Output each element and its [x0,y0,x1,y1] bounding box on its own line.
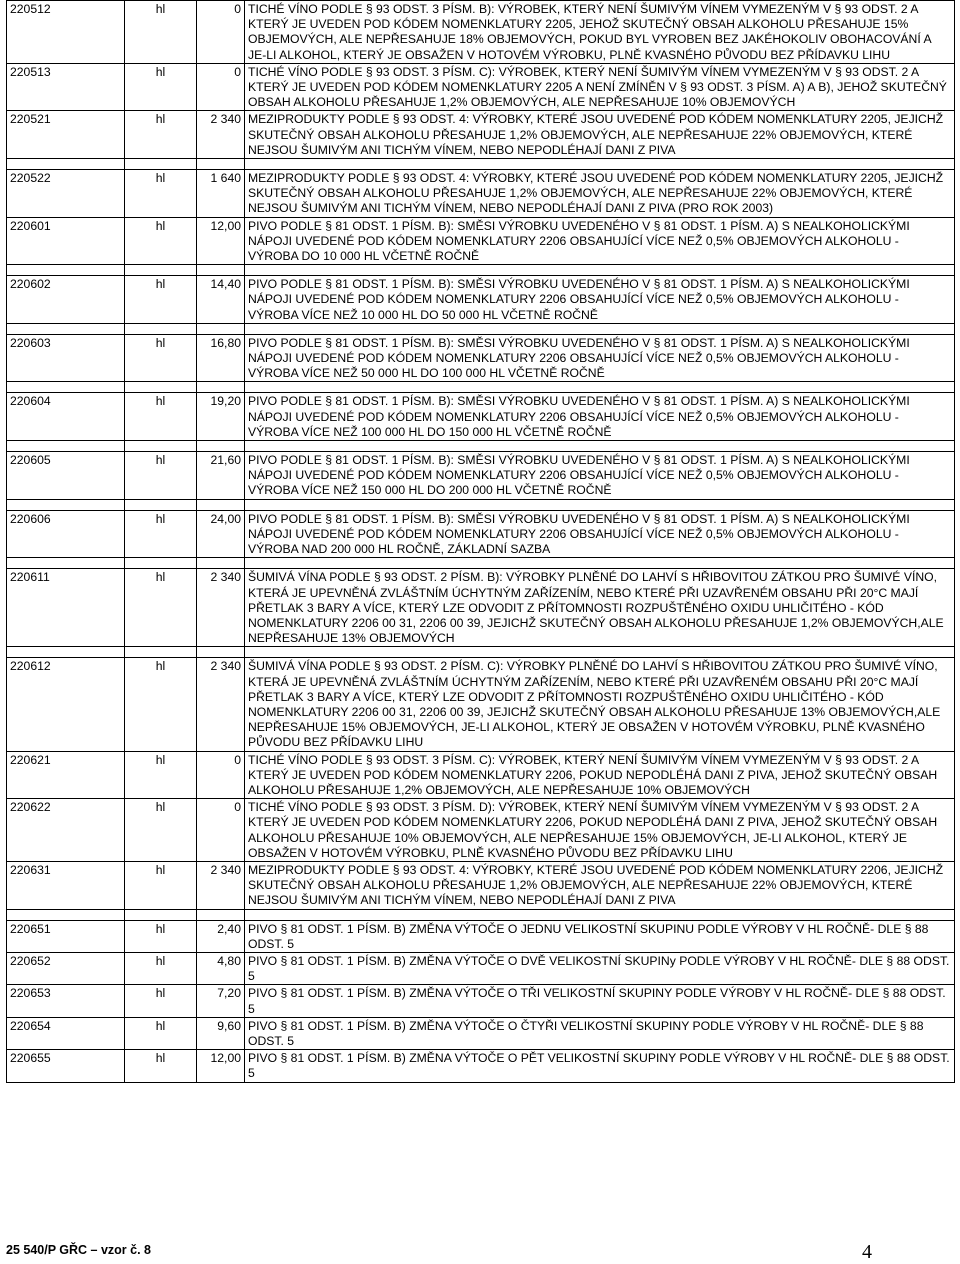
unit-cell: hl [125,920,197,952]
row-spacer [7,265,955,276]
code-cell: 220622 [7,799,125,862]
table-row [7,1050,955,1082]
rate-cell: 12,00 [197,1050,245,1082]
description-cell: TICHÉ VÍNO PODLE § 93 ODST. 3 PÍSM. C): VÝROBEK, KTERÝ NENÍ ŠUMIVÝM VÍNEM VYMEZENÝM V § 93 ODST. 2 A KTERÝ JE UVEDEN POD KÓDEM NOMENKLATURY 2205 A NENÍ ZMÍNĚN V § 93 ODST. 3 PÍSM. A) A B), JEHOŽ SKUTEČNÝ OBSAH ALKOHOLU PŘESAHUJE 1,2% OBJEMOVÝCH, ALE NEPŘESAHUJE 10% OBJEMOVÝCH [245,63,955,111]
table-row [7,1,955,64]
code-cell: 220611 [7,569,125,647]
code-cell: 220652 [7,952,125,984]
unit-cell: hl [125,569,197,647]
unit-cell: hl [125,985,197,1017]
rate-cell: 0 [197,799,245,862]
unit-cell: hl [125,1017,197,1049]
row-spacer [7,382,955,393]
code-cell: 220621 [7,751,125,799]
description-cell: TICHÉ VÍNO PODLE § 93 ODST. 3 PÍSM. D): VÝROBEK, KTERÝ NENÍ ŠUMIVÝM VÍNEM VYMEZENÝM V § 93 ODST. 2 A KTERÝ JE UVEDEN POD KÓDEM NOMENKLATURY 2206, POKUD NEPODLÉHÁ DANI Z PIVA, JEHOŽ SKUTEČNÝ OBSAH ALKOHOLU PŘESAHUJE 10% OBJEMOVÝCH, ALE NEPŘESAHUJE 15% OBJEMOVÝCH, JE-LI ALKOHOL, KTERÝ JE OBSAŽEN V HOTOVÉM VÝROBKU, PLNĚ KVASNÉHO PŮVODU BEZ PŘÍDAVKU LIHU [245,799,955,862]
unit-cell: hl [125,111,197,159]
code-cell: 220602 [7,276,125,324]
table-row [7,111,955,159]
description-cell: PIVO § 81 ODST. 1 PÍSM. B) ZMĚNA VÝTOČE O JEDNU VELIKOSTNÍ SKUPINU PODLE VÝROBY V HL ROČNĚ- DLE § 88 ODST. 5 [245,920,955,952]
table-row [7,217,955,265]
code-cell: 220606 [7,510,125,558]
rate-cell: 24,00 [197,510,245,558]
table-row [7,334,955,382]
description-cell: ŠUMIVÁ VÍNA PODLE § 93 ODST. 2 PÍSM. C): VÝROBKY PLNĚNÉ DO LAHVÍ S HŘIBOVITOU ZÁTKOU PRO ŠUMIVÉ VÍNO, KTERÁ JE UPEVNĚNÁ ZVLÁŠTNÍM ÚCHYTNÝM ZAŘÍZENÍM, NEBO KTERÉ PŘI UZAVŘENÉM OBSAHU PŘI 20°C MAJÍ PŘETLAK 3 BARY A VÍCE, KTERÝ LZE ODVODIT Z PŘÍTOMNOSTI ROZPUŠTĚNÉHO OXIDU UHLIČITÉHO - KÓD NOMENKLATURY 2206 00 31, 2206 00 39, JEJICHŽ SKUTEČNÝ OBSAH ALKOHOLU PŘESAHUJE 13% OBJEMOVÝCH,ALE NEPŘESAHUJE 15% OBJEMOVÝCH, JE-LI ALKOHOL, KTERÝ JE OBSAŽEN V HOTOVÉM VÝROBKU, PLNĚ KVASNÉHO PŮVODU BEZ PŘÍDAVKU LIHU [245,658,955,751]
table-row [7,569,955,647]
code-cell: 220655 [7,1050,125,1082]
unit-cell: hl [125,510,197,558]
unit-cell: hl [125,217,197,265]
unit-cell: hl [125,334,197,382]
rate-cell: 4,80 [197,952,245,984]
rate-cell: 2 340 [197,569,245,647]
description-cell: PIVO PODLE § 81 ODST. 1 PÍSM. B): SMĚSI VÝROBKU UVEDENÉHO V § 81 ODST. 1 PÍSM. A) S NEALKOHOLICKÝMI NÁPOJI UVEDENÉ POD KÓDEM NOMENKLATURY 2206 OBSAHUJÍCÍ VÍCE NEŽ 0,5% OBJEMOVÝCH ALKOHOLU - VÝROBA DO 10 000 HL VČETNĚ ROČNĚ [245,217,955,265]
unit-cell: hl [125,751,197,799]
rate-cell: 2 340 [197,861,245,909]
row-spacer [7,159,955,170]
unit-cell: hl [125,861,197,909]
row-spacer [7,441,955,452]
row-spacer [7,909,955,920]
unit-cell: hl [125,658,197,751]
rate-cell: 14,40 [197,276,245,324]
unit-cell: hl [125,799,197,862]
code-cell: 220651 [7,920,125,952]
code-cell: 220653 [7,985,125,1017]
description-cell: PIVO PODLE § 81 ODST. 1 PÍSM. B): SMĚSI VÝROBKU UVEDENÉHO V § 81 ODST. 1 PÍSM. A) S NEALKOHOLICKÝMI NÁPOJI UVEDENÉ POD KÓDEM NOMENKLATURY 2206 OBSAHUJÍCÍ VÍCE NEŽ 0,5% OBJEMOVÝCH ALKOHOLU - VÝROBA VÍCE NEŽ 100 000 HL DO 150 000 HL VČETNĚ ROČNĚ [245,393,955,441]
table-row [7,276,955,324]
code-cell: 220654 [7,1017,125,1049]
rate-cell: 0 [197,751,245,799]
table-row [7,920,955,952]
table-row [7,751,955,799]
description-cell: PIVO § 81 ODST. 1 PÍSM. B) ZMĚNA VÝTOČE O ČTYŘI VELIKOSTNÍ SKUPINY PODLE VÝROBY V HL ROČNĚ- DLE § 88 ODST. 5 [245,1017,955,1049]
description-cell: MEZIPRODUKTY PODLE § 93 ODST. 4: VÝROBKY, KTERÉ JSOU UVEDENÉ POD KÓDEM NOMENKLATURY 2205, JEJICHŽ SKUTEČNÝ OBSAH ALKOHOLU PŘESAHUJE 1,2% OBJEMOVÝCH, ALE NEPŘESAHUJE 22% OBJEMOVÝCH, KTERÉ NEJSOU ŠUMIVÝM ANI TICHÝM VÍNEM, NEBO NEPODLÉHAJÍ DANI Z PIVA (PRO ROK 2003) [245,170,955,218]
rate-table [6,0,955,1083]
description-cell: PIVO PODLE § 81 ODST. 1 PÍSM. B): SMĚSI VÝROBKU UVEDENÉHO V § 81 ODST. 1 PÍSM. A) S NEALKOHOLICKÝMI NÁPOJI UVEDENÉ POD KÓDEM NOMENKLATURY 2206 OBSAHUJÍCÍ VÍCE NEŽ 0,5% OBJEMOVÝCH ALKOHOLU - VÝROBA VÍCE NEŽ 150 000 HL DO 200 000 HL VČETNĚ ROČNĚ [245,452,955,500]
row-spacer [7,499,955,510]
unit-cell: hl [125,276,197,324]
rate-cell: 1 640 [197,170,245,218]
description-cell: TICHÉ VÍNO PODLE § 93 ODST. 3 PÍSM. B): VÝROBEK, KTERÝ NENÍ ŠUMIVÝM VÍNEM VYMEZENÝM V § 93 ODST. 2 A KTERÝ JE UVEDEN POD KÓDEM NOMENKLATURY 2205, JEHOŽ SKUTEČNÝ OBSAH ALKOHOLU PŘESAHUJE 15% OBJEMOVÝCH, ALE NEPŘESAHUJE 18% OBJEMOVÝCH, POKUD BYL VYROBEN BEZ JAKÉHOKOLIV OBOHACOVÁNÍ A JE-LI ALKOHOL, KTERÝ JE OBSAŽEN V HOTOVÉM VÝROBKU, PLNĚ KVASNÉHO PŮVODU BEZ PŘÍDAVKU LIHU [245,1,955,64]
table-row [7,170,955,218]
table-row [7,985,955,1017]
rate-cell: 2,40 [197,920,245,952]
description-cell: PIVO PODLE § 81 ODST. 1 PÍSM. B): SMĚSI VÝROBKU UVEDENÉHO V § 81 ODST. 1 PÍSM. A) S NEALKOHOLICKÝMI NÁPOJI UVEDENÉ POD KÓDEM NOMENKLATURY 2206 OBSAHUJÍCÍ VÍCE NEŽ 0,5% OBJEMOVÝCH ALKOHOLU - VÝROBA NAD 200 000 HL ROČNĚ, ZÁKLADNÍ SAZBA [245,510,955,558]
code-cell: 220603 [7,334,125,382]
code-cell: 220605 [7,452,125,500]
unit-cell: hl [125,1,197,64]
row-spacer [7,323,955,334]
description-cell: MEZIPRODUKTY PODLE § 93 ODST. 4: VÝROBKY, KTERÉ JSOU UVEDENÉ POD KÓDEM NOMENKLATURY 2205, JEJICHŽ SKUTEČNÝ OBSAH ALKOHOLU PŘESAHUJE 1,2% OBJEMOVÝCH, ALE NEPŘESAHUJE 22% OBJEMOVÝCH, KTERÉ NEJSOU ŠUMIVÝM ANI TICHÝM VÍNEM, NEBO NEPODLÉHAJÍ DANI Z PIVA [245,111,955,159]
code-cell: 220604 [7,393,125,441]
rate-cell: 19,20 [197,393,245,441]
table-row [7,952,955,984]
code-cell: 220612 [7,658,125,751]
rate-cell: 0 [197,63,245,111]
rate-cell: 2 340 [197,111,245,159]
code-cell: 220631 [7,861,125,909]
description-cell: PIVO § 81 ODST. 1 PÍSM. B) ZMĚNA VÝTOČE O DVĚ VELIKOSTNÍ SKUPINy PODLE VÝROBY V HL ROČNĚ- DLE § 88 ODST. 5 [245,952,955,984]
row-spacer [7,558,955,569]
rate-cell: 16,80 [197,334,245,382]
rate-cell: 2 340 [197,658,245,751]
code-cell: 220521 [7,111,125,159]
rate-cell: 12,00 [197,217,245,265]
unit-cell: hl [125,952,197,984]
code-cell: 220601 [7,217,125,265]
description-cell: PIVO PODLE § 81 ODST. 1 PÍSM. B): SMĚSI VÝROBKU UVEDENÉHO V § 81 ODST. 1 PÍSM. A) S NEALKOHOLICKÝMI NÁPOJI UVEDENÉ POD KÓDEM NOMENKLATURY 2206 OBSAHUJÍCÍ VÍCE NEŽ 0,5% OBJEMOVÝCH ALKOHOLU - VÝROBA VÍCE NEŽ 10 000 HL DO 50 000 HL VČETNĚ ROČNĚ [245,276,955,324]
code-cell: 220513 [7,63,125,111]
description-cell: PIVO PODLE § 81 ODST. 1 PÍSM. B): SMĚSI VÝROBKU UVEDENÉHO V § 81 ODST. 1 PÍSM. A) S NEALKOHOLICKÝMI NÁPOJI UVEDENÉ POD KÓDEM NOMENKLATURY 2206 OBSAHUJÍCÍ VÍCE NEŽ 0,5% OBJEMOVÝCH ALKOHOLU - VÝROBA VÍCE NEŽ 50 000 HL DO 100 000 HL VČETNĚ ROČNĚ [245,334,955,382]
rate-cell: 7,20 [197,985,245,1017]
description-cell: TICHÉ VÍNO PODLE § 93 ODST. 3 PÍSM. C): VÝROBEK, KTERÝ NENÍ ŠUMIVÝM VÍNEM VYMEZENÝM V § 93 ODST. 2 A KTERÝ JE UVEDEN POD KÓDEM NOMENKLATURY 2206, POKUD NEPODLÉHÁ DANI Z PIVA, JEHOŽ SKUTEČNÝ OBSAH ALKOHOLU PŘESAHUJE 1,2% OBJEMOVÝCH, ALE NEPŘESAHUJE 10% OBJEMOVÝCH [245,751,955,799]
table-row [7,63,955,111]
table-row [7,1017,955,1049]
table-row [7,393,955,441]
rate-cell: 21,60 [197,452,245,500]
description-cell: MEZIPRODUKTY PODLE § 93 ODST. 4: VÝROBKY, KTERÉ JSOU UVEDENÉ POD KÓDEM NOMENKLATURY 2206, JEJICHŽ SKUTEČNÝ OBSAH ALKOHOLU PŘESAHUJE 1,2% OBJEMOVÝCH, ALE NEPŘESAHUJE 22% OBJEMOVÝCH, KTERÉ NEJSOU ŠUMIVÝM ANI TICHÝM VÍNEM, NEBO NEPODLÉHAJÍ DANI Z PIVA [245,861,955,909]
rate-cell: 0 [197,1,245,64]
description-cell: PIVO § 81 ODST. 1 PÍSM. B) ZMĚNA VÝTOČE O PĚT VELIKOSTNÍ SKUPINY PODLE VÝROBY V HL ROČNĚ- DLE § 88 ODST. 5 [245,1050,955,1082]
rate-cell: 9,60 [197,1017,245,1049]
page-number: 4 [862,1241,872,1263]
code-cell: 220512 [7,1,125,64]
code-cell: 220522 [7,170,125,218]
unit-cell: hl [125,1050,197,1082]
unit-cell: hl [125,63,197,111]
description-cell: PIVO § 81 ODST. 1 PÍSM. B) ZMĚNA VÝTOČE O TŘI VELIKOSTNÍ SKUPINY PODLE VÝROBY V HL ROČNĚ- DLE § 88 ODST. 5 [245,985,955,1017]
unit-cell: hl [125,393,197,441]
table-row [7,658,955,751]
table-row [7,452,955,500]
row-spacer [7,647,955,658]
form-identifier: 25 540/P GŘC – vzor č. 8 [6,1243,151,1257]
table-row [7,799,955,862]
unit-cell: hl [125,452,197,500]
document-page [6,0,954,1083]
unit-cell: hl [125,170,197,218]
description-cell: ŠUMIVÁ VÍNA PODLE § 93 ODST. 2 PÍSM. B): VÝROBKY PLNĚNÉ DO LAHVÍ S HŘIBOVITOU ZÁTKOU PRO ŠUMIVÉ VÍNO, KTERÁ JE UPEVNĚNÁ ZVLÁŠTNÍM ÚCHYTNÝM ZAŘÍZENÍM, NEBO KTERÉ PŘI UZAVŘENÉM OBSAHU PŘI 20°C MAJÍ PŘETLAK 3 BARY A VÍCE, KTERÝ LZE ODVODIT Z PŘÍTOMNOSTI ROZPUŠTĚNÉHO OXIDU UHLIČITÉHO - KÓD NOMENKLATURY 2206 00 31, 2206 00 39, JEJICHŽ SKUTEČNÝ OBSAH ALKOHOLU PŘESAHUJE 1,2% OBJEMOVÝCH,ALE NEPŘESAHUJE 13% OBJEMOVÝCH [245,569,955,647]
table-row [7,861,955,909]
table-row [7,510,955,558]
